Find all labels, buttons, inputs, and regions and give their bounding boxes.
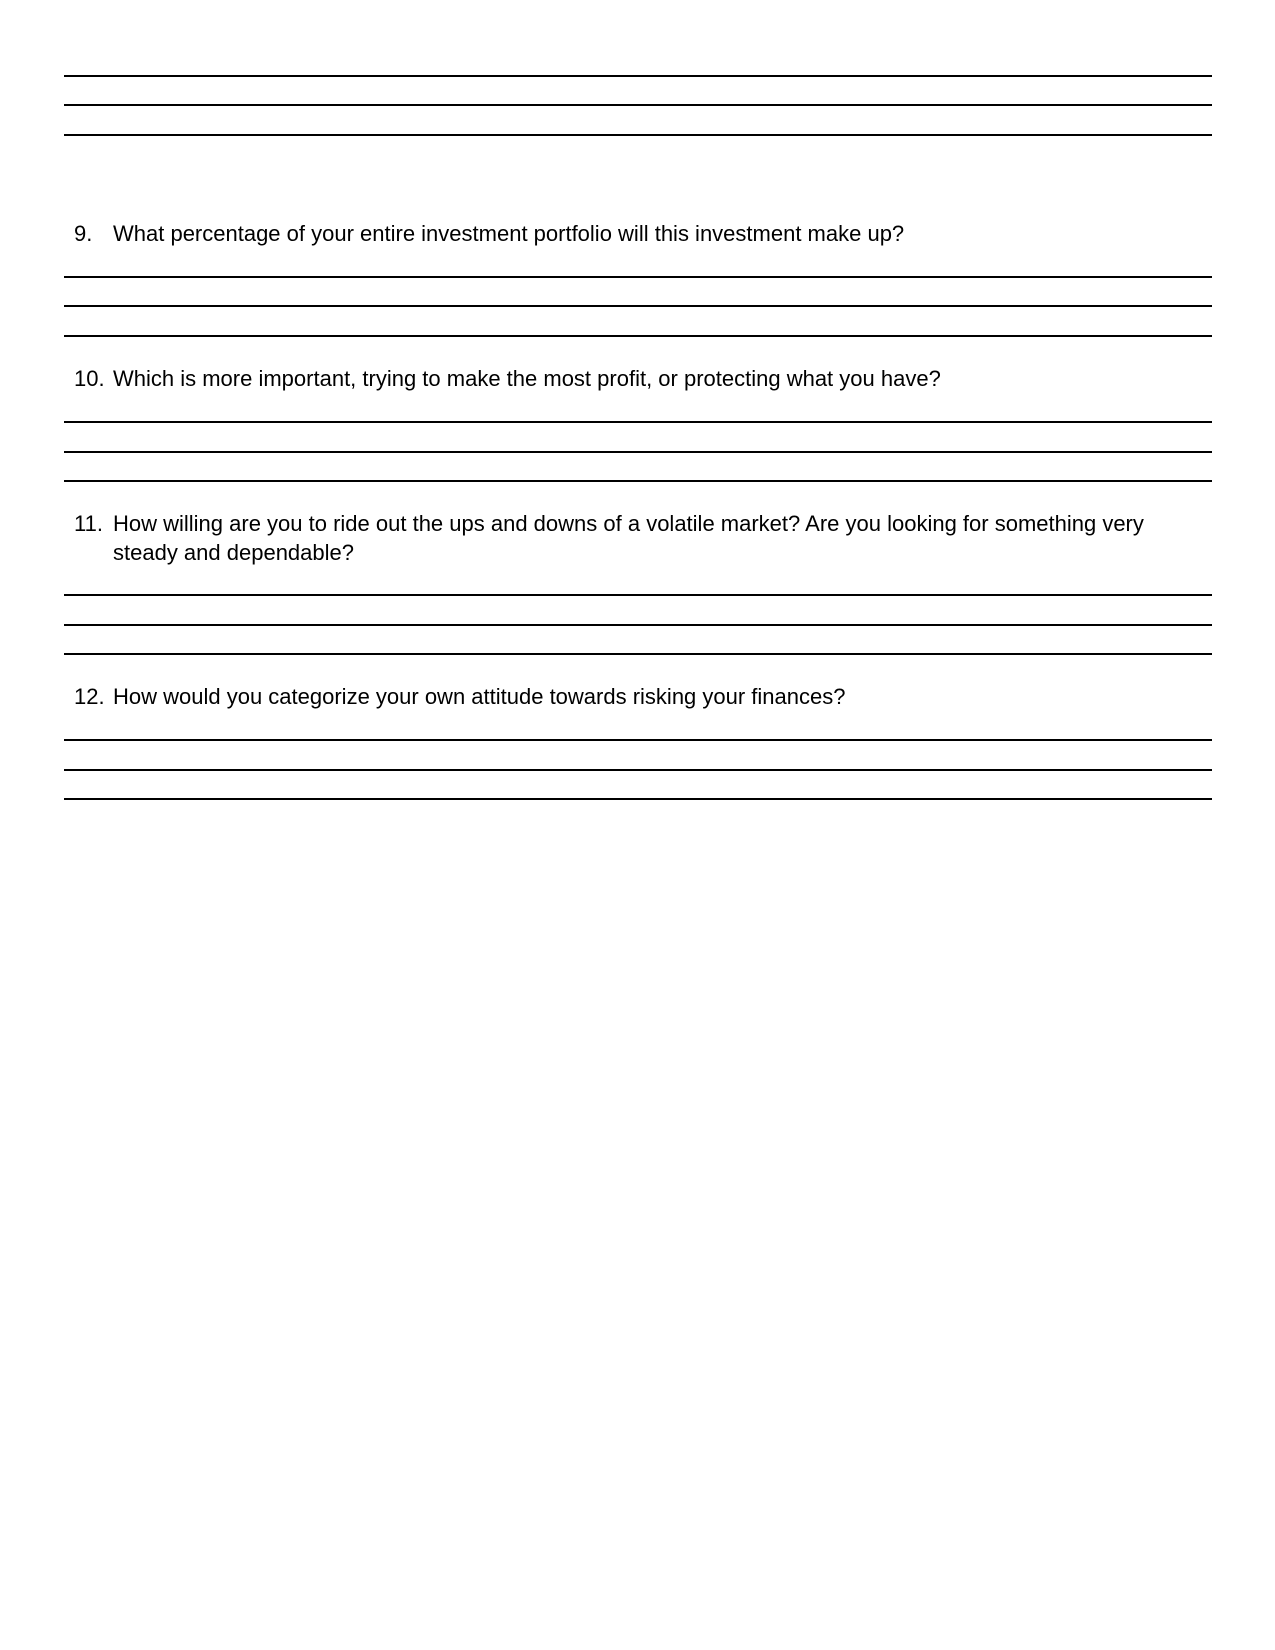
answer-line[interactable] [64, 451, 1212, 453]
question-9 [74, 219, 1214, 248]
answer-line[interactable] [64, 335, 1212, 337]
answer-line[interactable] [64, 75, 1212, 77]
answer-line[interactable] [64, 594, 1212, 596]
answer-line[interactable] [64, 739, 1212, 741]
question-number: 10. [74, 366, 105, 391]
answer-line[interactable] [64, 305, 1212, 307]
answer-line[interactable] [64, 798, 1212, 800]
question-10 [74, 364, 1214, 393]
question-text: How would you categorize your own attitude towards risking your finances? [113, 684, 846, 709]
answer-line[interactable] [64, 134, 1212, 136]
question-number: 9. [74, 221, 93, 246]
answer-line[interactable] [64, 769, 1212, 771]
answer-line[interactable] [64, 653, 1212, 655]
answer-line[interactable] [64, 276, 1212, 278]
question-text: How willing are you to ride out the ups and downs of a volatile market? Are you looking for something very steady and dependable? [113, 511, 1144, 565]
answer-line[interactable] [64, 104, 1212, 106]
answer-line[interactable] [64, 480, 1212, 482]
answer-line[interactable] [64, 624, 1212, 626]
question-number: 12. [74, 684, 105, 709]
question-number: 11. [74, 511, 103, 536]
question-text: What percentage of your entire investment portfolio will this investment make up? [113, 221, 905, 246]
question-11 [74, 509, 1214, 567]
question-text: Which is more important, trying to make the most profit, or protecting what you have? [113, 366, 941, 391]
question-12 [74, 682, 1214, 711]
answer-line[interactable] [64, 421, 1212, 423]
